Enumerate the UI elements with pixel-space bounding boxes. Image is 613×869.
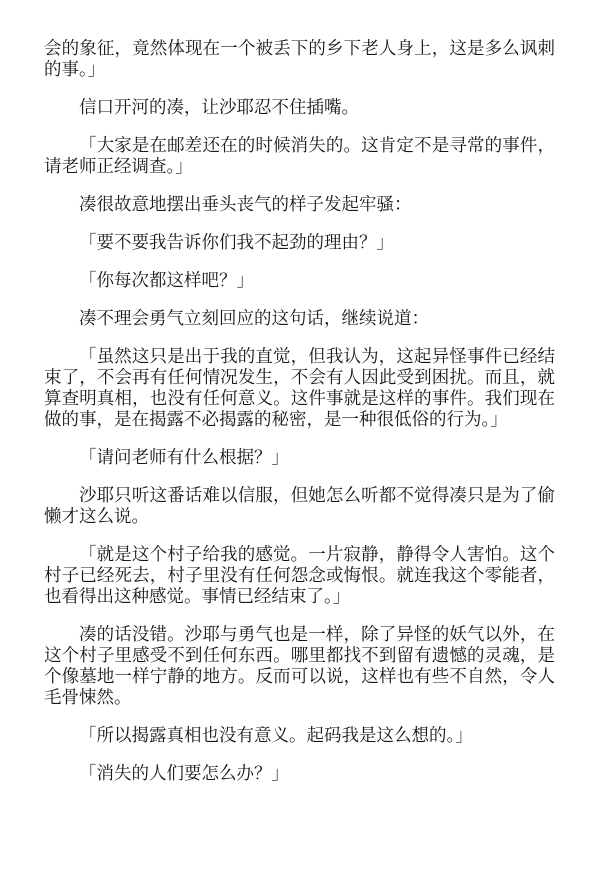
text-block <box>44 38 555 784</box>
paragraph-dialogue: 「消失的人们要怎么办？」 <box>79 763 289 783</box>
paragraph-dialogue: 「所以揭露真相也没有意义。起码我是这么想的。」 <box>79 725 473 745</box>
paragraph: 沙耶只听这番话难以信服，但她怎么听都不觉得凑只是为了偷懒才这么说。 <box>44 485 555 526</box>
paragraph: 凑的话没错。沙耶与勇气也是一样，除了异怪的妖气以外，在这个村子里感受不到任何东西。哪里都找不到留有遗憾的灵魂，是个像墓地一样宁静的地方。反而可以说，这样也有些不自然，令人毛骨悚然。 <box>44 624 555 707</box>
paragraph-dialogue: 「你每次都这样吧？」 <box>79 270 254 290</box>
paragraph-dialogue: 「请问老师有什么根据？」 <box>79 447 289 467</box>
paragraph: 凑很故意地摆出垂头丧气的样子发起牢骚： <box>79 194 412 214</box>
paragraph: 信口开河的凑，让沙耶忍不住插嘴。 <box>79 97 359 117</box>
paragraph-dialogue: 「要不要我告诉你们我不起劲的理由？」 <box>79 232 394 252</box>
paragraph-dialogue: 「大家是在邮差还在的时候消失的。这肯定不是寻常的事件，请老师正经调查。」 <box>44 135 555 176</box>
paragraph: 凑不理会勇气立刻回应的这句话，继续说道： <box>79 308 429 328</box>
paragraph-dialogue: 「虽然这只是出于我的直觉，但我认为，这起异怪事件已经结束了，不会再有任何情况发生，不会有人因此受到困扰。而且，就算查明真相，也没有任何意义。这件事就是这样的事件。我们现在做的事，是在揭露不必揭露的秘密，是一种很低俗的行为。」 <box>44 346 555 429</box>
paragraph-dialogue: 「就是这个村子给我的感觉。一片寂静，静得令人害怕。这个村子已经死去，村子里没有任何怨念或悔恨。就连我这个零能者，也看得出这种感觉。事情已经结束了。」 <box>44 544 555 606</box>
paragraph-continuation: 会的象征，竟然体现在一个被丢下的乡下老人身上，这是多么讽刺的事。」 <box>44 38 555 79</box>
